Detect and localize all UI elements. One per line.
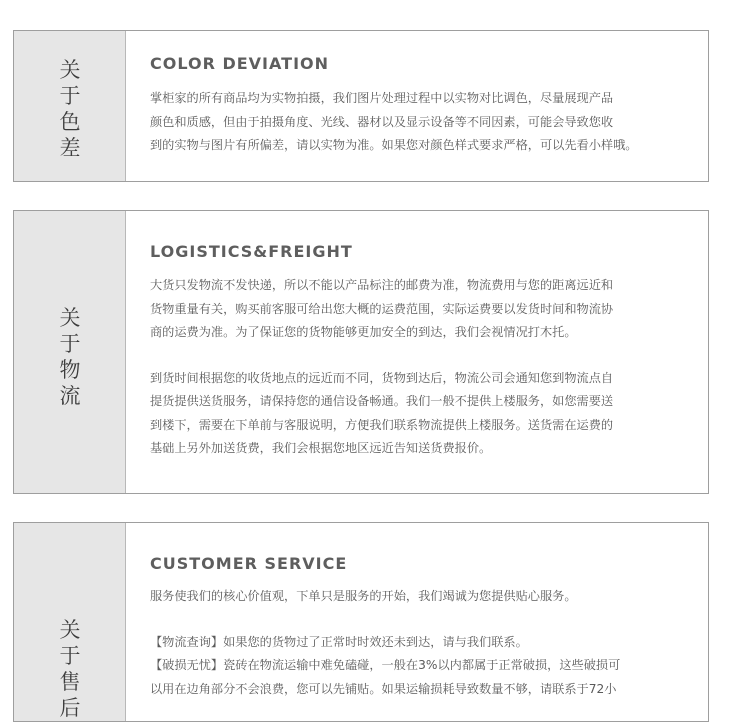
section-paragraph: 掌柜家的所有商品均为实物拍摄，我们图片处理过程中以实物对比调色，尽量展现产品 颜色和质感，但由于拍摄角度、光线、器材以及显示设备等不同因素，可能会导致您收 到的实物与图片有所偏差，请以实物为准。如果您对颜色样式要求严格，可以先看小样哦。 (150, 91, 638, 152)
section-content (150, 31, 700, 158)
section-heading: CUSTOMER SERVICE (150, 554, 348, 573)
section-logistics-freight (13, 210, 709, 494)
section-side-tab (14, 211, 126, 493)
section-paragraph: 大货只发物流不发快递，所以不能以产品标注的邮费为准，物流费用与您的距离远近和 货物重量有关，购买前客服可给出您大概的运费范围，实际运费要以发货时间和物流协 商的运费为准。为了保证您的货物能够更加安全的到达，我们会视情况打木托。 (150, 278, 614, 339)
section-paragraph: 到货时间根据您的收货地点的远近而不同，货物到达后，物流公司会通知您到物流点自 提货提供送货服务，请保持您的通信设备畅通。我们一般不提供上楼服务，如您需要送 到楼下，需要在下单前与客服说明，方便我们联系物流提供上楼服务。送货需在运费的 基础上另外加送货费，我们会根据您地区远近告知送货费报价。 (150, 370, 614, 455)
section-heading: COLOR DEVIATION (150, 54, 330, 73)
section-content (150, 523, 700, 701)
section-paragraph: 【物流查询】如果您的货物过了正常时时效还未到达，请与我们联系。 【破损无忧】瓷砖在物流运输中难免磕碰，一般在3%以内都属于正常破损，这些破损可 以用在边角部分不会浪费，您可以先铺贴。如果运输损耗导致数量不够，请联系于72小 (150, 634, 621, 696)
section-side-tab (14, 523, 126, 721)
section-customer-service (13, 522, 709, 722)
section-paragraph: 服务使我们的核心价值观，下单只是服务的开始，我们竭诚为您提供贴心服务。 (150, 589, 577, 603)
section-heading: LOGISTICS&FREIGHT (150, 242, 353, 261)
section-side-label: 关 于 物 流 (59, 306, 81, 408)
section-side-tab (14, 31, 126, 181)
section-side-label: 关 于 色 差 (59, 58, 81, 160)
section-content (150, 211, 700, 461)
section-side-label: 关 于 售 后 (59, 618, 81, 720)
section-color-deviation (13, 30, 709, 182)
